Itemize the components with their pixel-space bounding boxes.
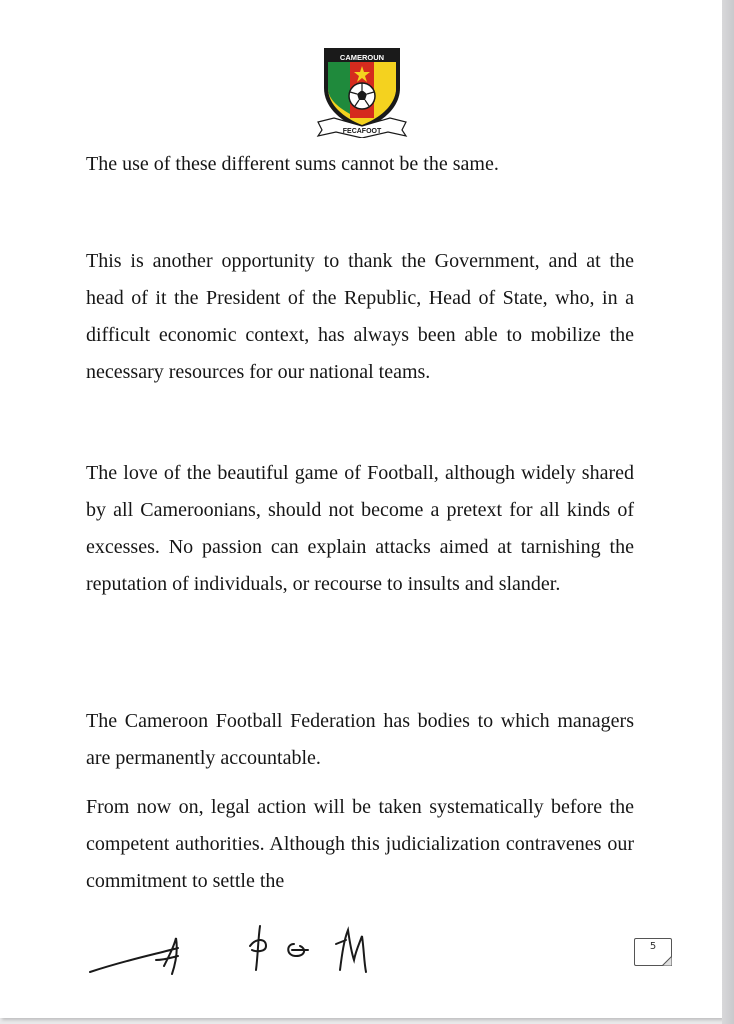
paragraph-text: The love of the beautiful game of Football, although widely shared by all Cameroonians, should not become a pretext for all kinds of excesses. No passion can explain attacks aimed at tarnishing the reputation of individuals, or recourse to insults and slander. xyxy=(86,462,634,595)
paragraph-text: The use of these different sums cannot be the same. xyxy=(86,153,499,175)
page-number-box xyxy=(634,938,672,966)
handwritten-initials-signature xyxy=(86,910,406,980)
paragraph-text: From now on, legal action will be taken systematically before the competent authorities. Although this judicialization contravenes our commitment to settle the xyxy=(86,796,634,892)
paragraph-1 xyxy=(86,146,634,183)
crest-ribbon-text: FECAFOOT xyxy=(342,128,382,135)
paragraph-text: The Cameroon Football Federation has bodies to which managers are permanently accountable. xyxy=(86,710,634,769)
page-number: 5 xyxy=(649,941,657,952)
paragraph-2 xyxy=(86,243,634,391)
folded-corner-icon xyxy=(662,956,672,966)
fecafoot-crest-logo xyxy=(316,42,408,138)
paragraph-text: This is another opportunity to thank the Government, and at the head of it the President of the Republic, Head of State, who, in a difficult economic context, has always been able to mobilize the necessary resources for our national teams. xyxy=(86,250,634,383)
paragraph-4 xyxy=(86,703,634,777)
paragraph-3 xyxy=(86,455,634,603)
paragraph-5 xyxy=(86,789,634,900)
page-edge-shadow xyxy=(722,0,734,1024)
crest-top-text: CAMEROUN xyxy=(339,53,385,62)
